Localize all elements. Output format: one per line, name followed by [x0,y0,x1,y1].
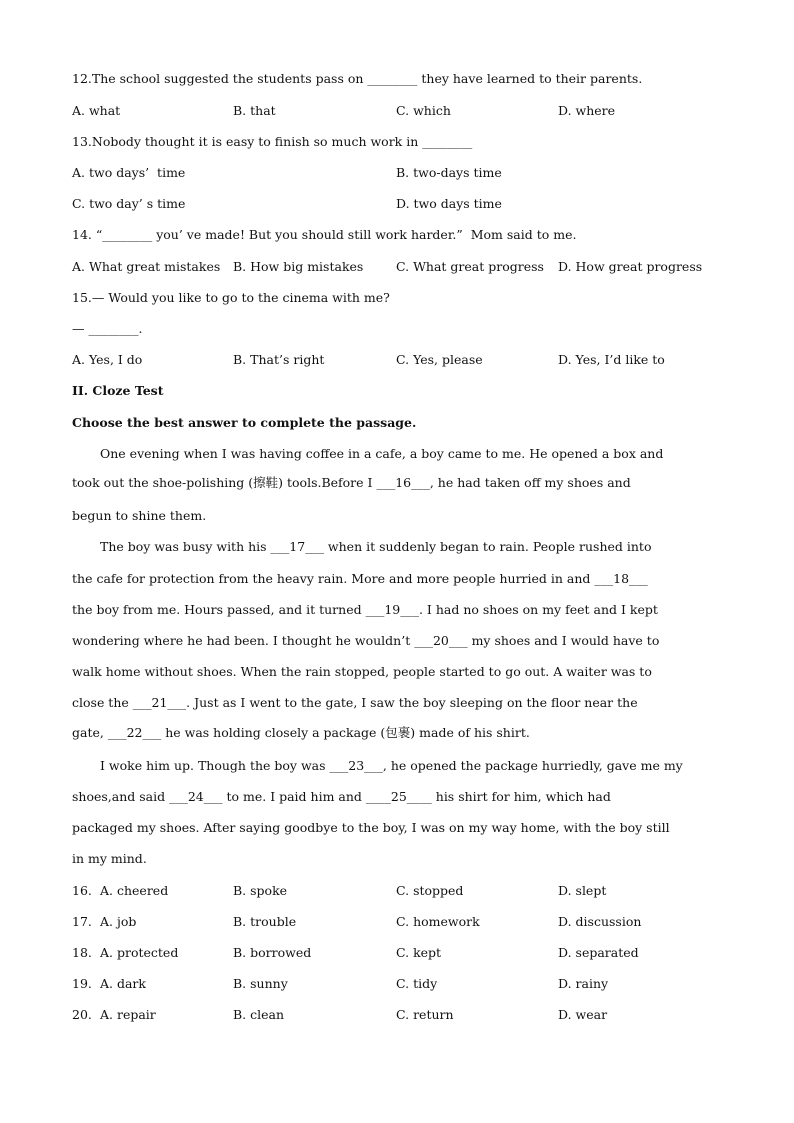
cloze-20-option-a: A. repair [100,1007,156,1022]
passage-line: packaged my shoes. After saying goodbye to the boy, I was on my way home, with the boy still [72,820,670,835]
q14-option-a: A. What great mistakes [72,259,221,274]
passage-line: the boy from me. Hours passed, and it turned ___19___. I had no shoes on my feet and I kept [72,602,658,617]
passage-line: One evening when I was having coffee in a cafe, a boy came to me. He opened a box and [100,446,664,461]
q12-option-b: B. that [233,103,276,118]
question-14-stem: 14. “________ you’ ve made! But you should still work harder.” Mom said to me. [72,227,577,242]
passage-line: walk home without shoes. When the rain stopped, people started to go out. A waiter was to [72,664,652,679]
q13-option-a: A. two days’ time [72,165,186,180]
q13-option-d: D. two days time [396,196,502,211]
cloze-19-option-b: B. sunny [233,976,288,991]
q15-option-b: B. That’s right [233,352,325,367]
cloze-20-option-b: B. clean [233,1007,285,1022]
passage-line: begun to shine them. [72,508,207,523]
passage-line: gate, ___22___ he was holding closely a package (包裹) made of his shirt. [72,725,530,740]
passage-line: the cafe for protection from the heavy rain. More and more people hurried in and ___18___ [72,571,648,586]
cloze-16-number: 16. [72,883,92,898]
passage-line: close the ___21___. Just as I went to the gate, I saw the boy sleeping on the floor near the [72,695,638,710]
q14-option-b: B. How big mistakes [233,259,364,274]
cloze-19-option-a: A. dark [100,976,146,991]
passage-line: took out the shoe-polishing (擦鞋) tools.Before I ___16___, he had taken off my shoes and [72,475,631,490]
passage-line: wondering where he had been. I thought he wouldn’t ___20___ my shoes and I would have to [72,633,660,648]
cloze-19-number: 19. [72,976,92,991]
cloze-16-option-d: D. slept [558,883,607,898]
cloze-17-option-d: D. discussion [558,914,642,929]
question-15-stem: 15.— Would you like to go to the cinema with me? [72,290,390,305]
cloze-18-option-a: A. protected [100,945,179,960]
cloze-19-option-c: C. tidy [396,976,438,991]
cloze-20-option-d: D. wear [558,1007,608,1022]
cloze-18-number: 18. [72,945,92,960]
q15-option-a: A. Yes, I do [72,352,143,367]
q12-option-d: D. where [558,103,616,118]
section-instruction: Choose the best answer to complete the passage. [72,415,417,430]
q13-option-c: C. two day’ s time [72,196,186,211]
cloze-17-option-a: A. job [100,914,137,929]
passage-line: The boy was busy with his ___17___ when it suddenly began to rain. People rushed into [100,539,652,554]
cloze-17-option-c: C. homework [396,914,480,929]
cloze-18-option-b: B. borrowed [233,945,312,960]
cloze-16-option-c: C. stopped [396,883,464,898]
question-12-stem: 12.The school suggested the students pass on ________ they have learned to their parents. [72,71,643,86]
cloze-17-option-b: B. trouble [233,914,297,929]
cloze-16-option-a: A. cheered [100,883,169,898]
cloze-18-option-c: C. kept [396,945,442,960]
cloze-20-option-c: C. return [396,1007,454,1022]
passage-line: in my mind. [72,851,147,866]
section-title: II. Cloze Test [72,383,164,398]
q14-option-c: C. What great progress [396,259,544,274]
q15-option-d: D. Yes, I’d like to [558,352,665,367]
passage-line: I woke him up. Though the boy was ___23___, he opened the package hurriedly, gave me my [100,758,683,773]
question-15-response: — ________. [72,321,143,336]
cloze-20-number: 20. [72,1007,92,1022]
q14-option-d: D. How great progress [558,259,703,274]
cloze-18-option-d: D. separated [558,945,639,960]
cloze-17-number: 17. [72,914,92,929]
question-13-stem: 13.Nobody thought it is easy to finish so much work in ________ [72,134,473,149]
q15-option-c: C. Yes, please [396,352,483,367]
passage-line: shoes,and said ___24___ to me. I paid him and ____25____ his shirt for him, which had [72,789,611,804]
cloze-19-option-d: D. rainy [558,976,609,991]
q13-option-b: B. two-days time [396,165,502,180]
q12-option-c: C. which [396,103,451,118]
cloze-16-option-b: B. spoke [233,883,288,898]
q12-option-a: A. what [72,103,121,118]
